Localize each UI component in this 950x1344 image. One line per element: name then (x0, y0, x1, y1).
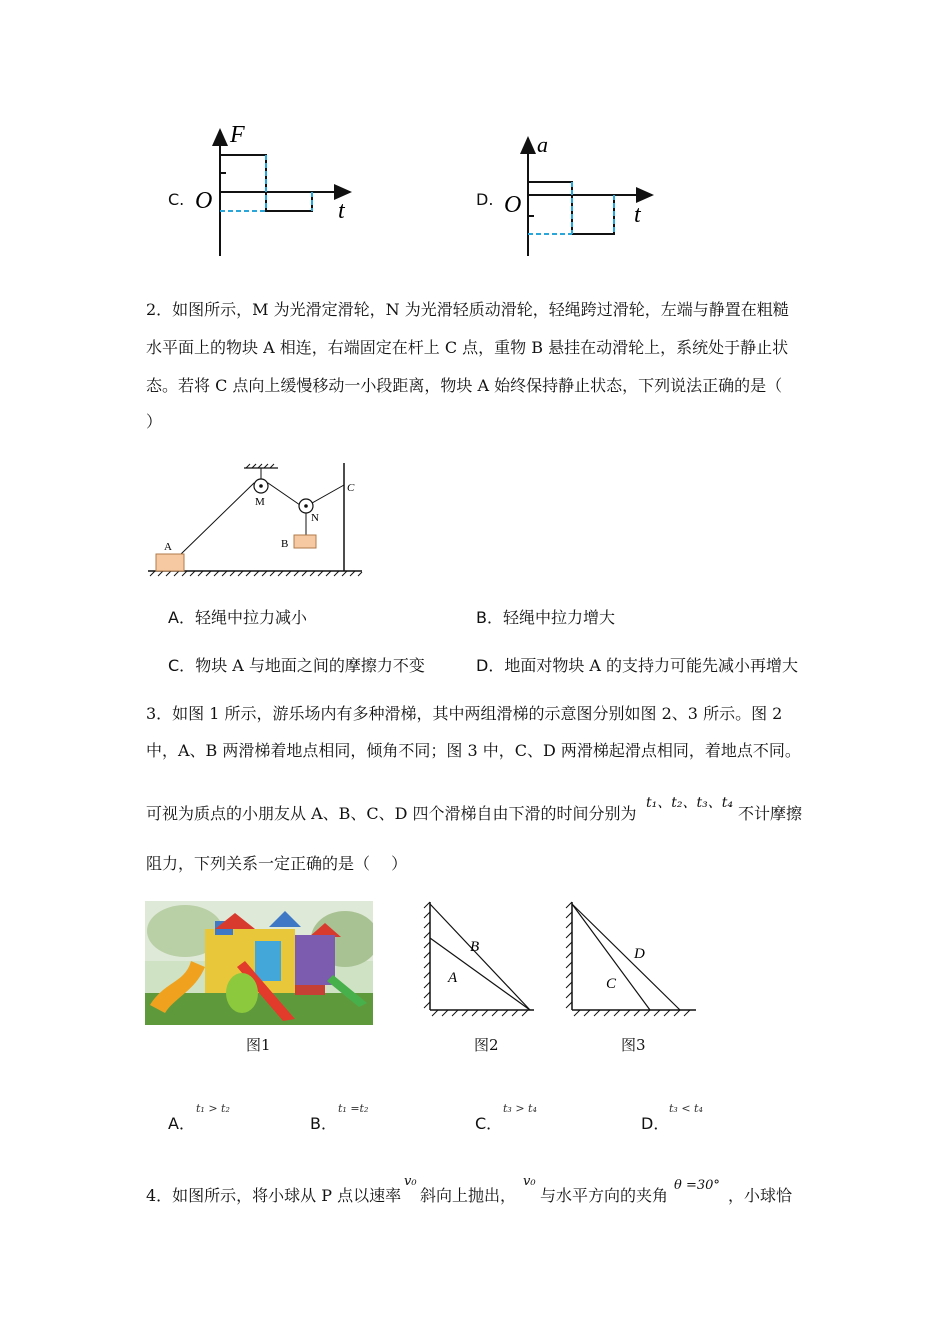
option-text: 轻绳中拉力减小 (194, 608, 307, 627)
option-key: D． (476, 656, 505, 675)
option-key: A． (168, 1114, 195, 1133)
option-key: D． (641, 1114, 670, 1133)
y-axis-label: F (230, 122, 245, 148)
q2-option-d[interactable] (476, 656, 798, 676)
playground-photo (145, 901, 373, 1025)
q3-line-3a: 可视为质点的小朋友从 A、B、C、D 四个滑梯自由下滑的时间分别为 (146, 804, 637, 823)
q2-option-b[interactable] (476, 608, 615, 628)
block-b (294, 535, 316, 548)
q2-pulley-figure (140, 455, 370, 580)
x-axis-label: t (338, 198, 345, 224)
q1-option-c-label: C. (168, 190, 185, 209)
option-key: C． (168, 656, 196, 675)
caption-fig2: 图2 (474, 1036, 499, 1054)
origin-label: O (504, 192, 522, 218)
q4-v0-b: v₀ (523, 1174, 536, 1189)
q4-theta: θ =30° (674, 1178, 720, 1193)
fig2-slides (420, 898, 540, 1020)
origin-label: O (195, 188, 213, 214)
option-text: 地面对物块 A 的支持力可能先减小再增大 (504, 656, 799, 675)
label-c: C (347, 482, 355, 494)
label-a: A (164, 541, 172, 553)
option-key: C． (475, 1114, 503, 1133)
option-formula: t₁ =t₂ (338, 1102, 369, 1115)
label-c: C (606, 976, 617, 992)
q2-line-1: 2．如图所示，M 为光滑定滑轮，N 为光滑轻质动滑轮，轻绳跨过滑轮，左端与静置在粗糙 (146, 300, 789, 319)
q3-times: t₁、t₂、t₃、t₄ (646, 795, 733, 811)
label-d: D (634, 946, 645, 962)
option-key: B． (310, 1114, 337, 1133)
option-formula: t₃ > t₄ (503, 1102, 537, 1115)
q4-part-2: 斜向上抛出， (420, 1186, 517, 1205)
q1-option-d-graph (500, 130, 660, 260)
option-formula: t₃ < t₄ (669, 1102, 703, 1115)
label-a: A (448, 970, 458, 986)
q1-option-c-graph (190, 118, 360, 263)
option-key: B． (476, 608, 503, 627)
block-a (156, 554, 184, 571)
option-text: 轻绳中拉力增大 (502, 608, 615, 627)
q4-part-3: 与水平方向的夹角 (540, 1186, 669, 1205)
label-b: B (470, 939, 480, 955)
q3-line-4: 阻力，下列关系一定正确的是（ ） (146, 854, 408, 873)
option-key: A． (168, 608, 195, 627)
q4-part-4: ，小球恰 (728, 1186, 793, 1205)
q3-option-a[interactable] (168, 1102, 288, 1134)
q3-line-1: 3．如图 1 所示，游乐场内有多种滑梯，其中两组滑梯的示意图分别如图 2、3 所示。图 2 (146, 704, 783, 723)
caption-fig1: 图1 (246, 1036, 271, 1054)
q2-line-4: ） (146, 412, 163, 431)
fig3-slides (562, 898, 700, 1020)
q2-option-c[interactable] (168, 656, 425, 676)
q2-option-a[interactable] (168, 608, 307, 628)
y-axis-label: a (537, 132, 548, 157)
q1-option-d-label: D. (476, 190, 494, 209)
label-b: B (281, 538, 289, 550)
q2-line-2: 水平面上的物块 A 相连，右端固定在杆上 C 点，重物 B 悬挂在动滑轮上，系统处于静止状 (146, 338, 789, 357)
option-text: 物块 A 与地面之间的摩擦力不变 (195, 656, 425, 675)
slide-b (430, 904, 530, 1010)
caption-fig3: 图3 (621, 1036, 646, 1054)
option-formula: t₁ > t₂ (196, 1102, 230, 1115)
q3-line-2: 中，A、B 两滑梯着地点相同，倾角不同；图 3 中，C、D 两滑梯起滑点相同，着地点不同。 (146, 741, 801, 760)
slide-d (572, 904, 680, 1010)
q3-line-3b: 不计摩擦 (738, 804, 803, 823)
label-m: M (255, 496, 265, 508)
q4-part-1: 4．如图所示，将小球从 P 点以速率 (146, 1186, 402, 1205)
q2-line-3: 态。若将 C 点向上缓慢移动一小段距离，物块 A 始终保持静止状态，下列说法正确的是（ (146, 376, 783, 395)
q4-v0-a: v₀ (404, 1174, 417, 1189)
slide-a (430, 938, 530, 1010)
q3-option-d[interactable] (641, 1102, 761, 1134)
label-n: N (311, 512, 319, 524)
q3-option-b[interactable] (310, 1102, 430, 1134)
q3-option-c[interactable] (475, 1102, 595, 1134)
x-axis-label: t (634, 202, 641, 228)
rope (180, 483, 344, 555)
